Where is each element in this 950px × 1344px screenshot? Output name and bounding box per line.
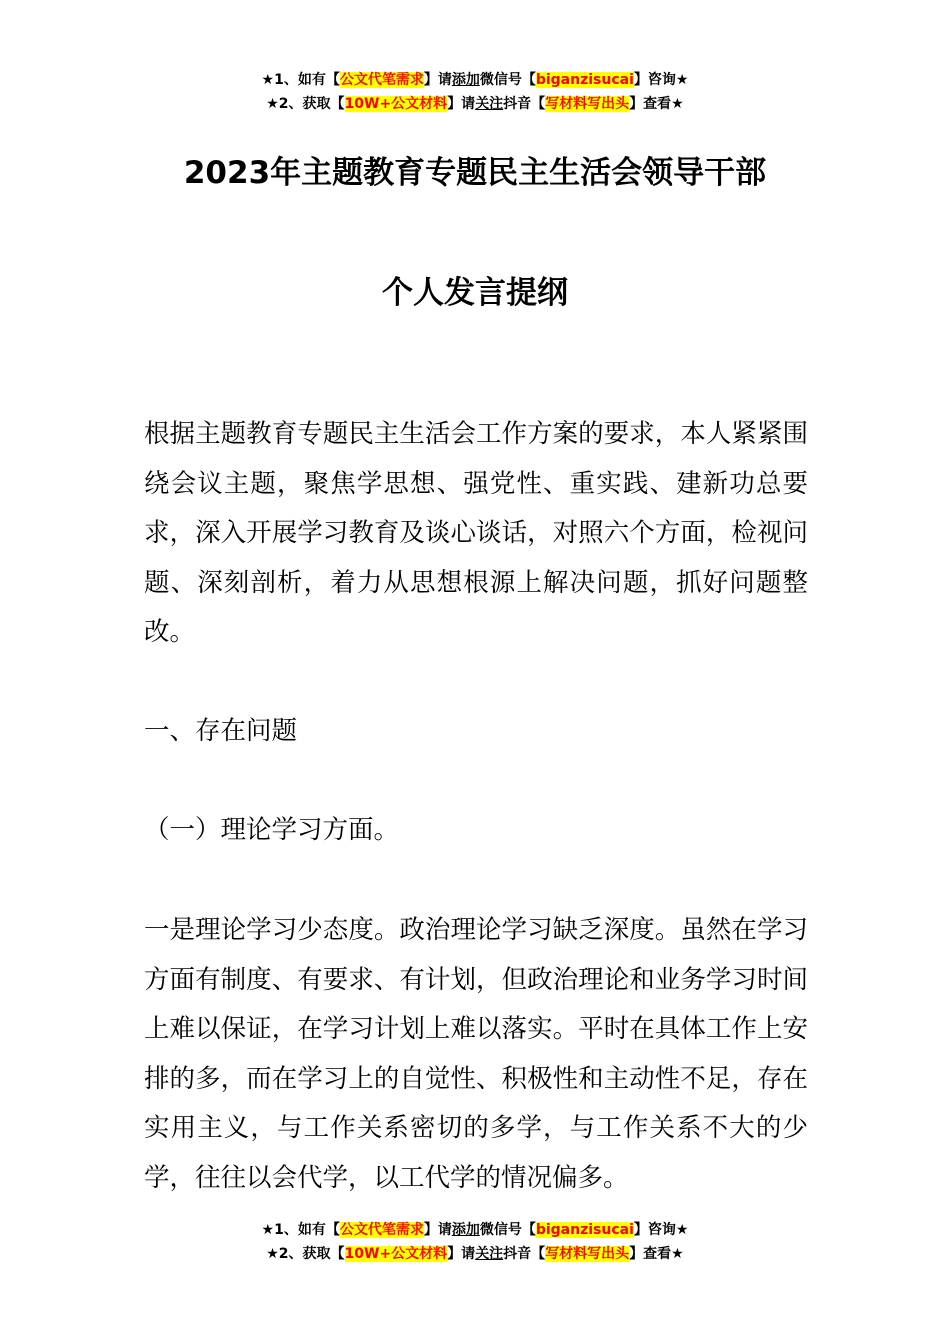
promo-highlight: 公文代笔需求 (339, 1222, 424, 1238)
promo-text: ★1、如有【 (261, 1222, 340, 1238)
promo-text: 】查看★ (629, 1246, 684, 1262)
promo-text: 抖音【 (503, 1246, 546, 1262)
promo-line-1 (0, 1218, 950, 1242)
promo-underlined: 添加 (451, 1222, 480, 1238)
section-heading: 一、存在问题 (144, 716, 298, 746)
promo-highlight: 写材料写出头 (545, 96, 630, 112)
promo-banner-top (0, 68, 950, 116)
promo-underlined: 关注 (475, 96, 504, 112)
promo-text: 抖音【 (503, 96, 546, 112)
promo-highlight: biganzisucai (535, 1222, 634, 1238)
promo-banner-bottom (0, 1218, 950, 1266)
promo-text: 】请 (423, 72, 452, 88)
promo-text: 】咨询★ (633, 1222, 689, 1238)
body-paragraph: 一是理论学习少态度。政治理论学习缺乏深度。虽然在学习方面有制度、有要求、有计划，但政治理论和业务学习时间上难以保证，在学习计划上难以落实。平时在具体工作上安排的多，而在学习上的自觉性、积极性和主动性不足，存在实用主义，与工作关系密切的多学，与工作关系不大的少学，往往以会代学，以工代学的情况偏多。 (144, 915, 808, 1193)
promo-line-2 (0, 1242, 950, 1266)
promo-text: 】咨询★ (633, 72, 689, 88)
promo-highlight: biganzisucai (535, 72, 634, 88)
promo-text: 】查看★ (629, 96, 684, 112)
promo-text: 微信号【 (479, 72, 536, 88)
promo-text: ★1、如有【 (261, 72, 340, 88)
document-title-line-2: 个人发言提纲 (382, 275, 568, 311)
document-title-line-1: 2023年主题教育专题民主生活会领导干部 (183, 155, 767, 191)
promo-underlined: 关注 (475, 1246, 504, 1262)
promo-highlight: 10W+公文材料 (344, 96, 448, 112)
promo-highlight: 10W+公文材料 (344, 1246, 448, 1262)
promo-line-1 (0, 68, 950, 92)
promo-text: ★2、获取【 (266, 96, 345, 112)
promo-underlined: 添加 (451, 72, 480, 88)
promo-text: 微信号【 (479, 1222, 536, 1238)
intro-paragraph: 根据主题教育专题民主生活会工作方案的要求，本人紧紧围绕会议主题，聚焦学思想、强党性、重实践、建新功总要求，深入开展学习教育及谈心谈话，对照六个方面，检视问题、深刻剖析，着力从思想根源上解决问题，抓好问题整改。 (144, 419, 808, 648)
promo-highlight: 公文代笔需求 (339, 72, 424, 88)
promo-text: 】请 (447, 1246, 476, 1262)
promo-text: 】请 (423, 1222, 452, 1238)
promo-highlight: 写材料写出头 (545, 1246, 630, 1262)
promo-text: ★2、获取【 (266, 1246, 345, 1262)
subsection-heading: （一）理论学习方面。 (144, 815, 400, 845)
promo-line-2 (0, 92, 950, 116)
promo-text: 】请 (447, 96, 476, 112)
